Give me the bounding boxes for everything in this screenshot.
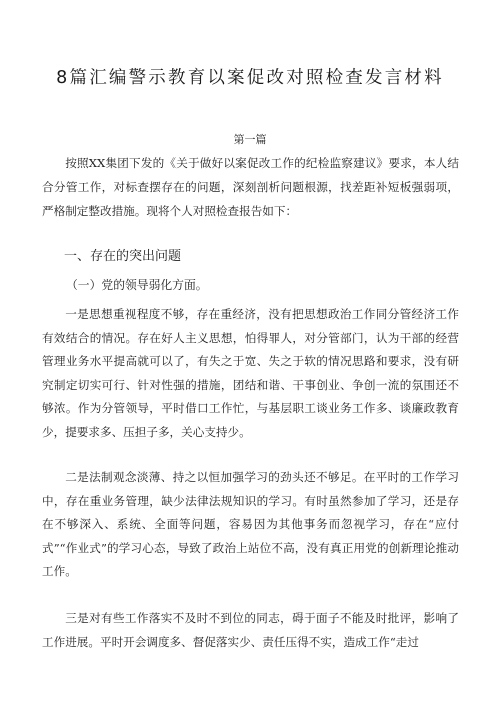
subsection-heading: （一）党的领导弱化方面。 <box>66 278 208 292</box>
body-paragraph: 一是思想重视程度不够，存在重经济，没有把思想政治工作同分管经济工作有效结合的情况。存在好人主义思想，怕得罪人，对分管部门，认为干部的经营管理业务水平提高就可以了，有失之于宽、失之于软的情况思路和要求，没有研究制定切实可行、针对性强的措施，团结和谐、干事创业、争创一流的氛围还不够浓。作为分管领导，平时借口工作忙，与基层职工谈业务工作多、谈廉政教育少，提要求多、压担子多，关心支持少。 <box>42 307 459 439</box>
body-paragraph: 二是法制观念淡薄、持之以恒加强学习的劲头还不够足。在平时的工作学习中，存在重业务管理，缺少法律法规知识的学习。有时虽然参加了学习，还是存在不够深入、系统、全面等问题，容易因为其他事务而忽视学习，存在“应付式”“作业式”的学习心态，导致了政治上站位不高，没有真正用党的创新理论推动工作。 <box>42 470 459 578</box>
body-paragraph: 三是对有些工作落实不及时不到位的同志，碍于面子不能及时批评，影响了工作进展。平时开会调度多、督促落实少、责任压得不实，造成工作“走过 <box>42 611 459 649</box>
intro-paragraph: 按照XX集团下发的《关于做好以案促改工作的纪检监察建议》要求，本人结合分管工作，对标查摆存在的问题，深刻剖析问题根源，找差距补短板强弱项，严格制定整改措施。现将个人对照检查报告如下： <box>42 156 459 218</box>
chapter-heading: 第一篇 <box>233 133 267 146</box>
section-heading: 一、存在的突出问题 <box>64 249 182 264</box>
document-title: 8篇汇编警示教育以案促改对照检查发言材料 <box>56 68 444 88</box>
